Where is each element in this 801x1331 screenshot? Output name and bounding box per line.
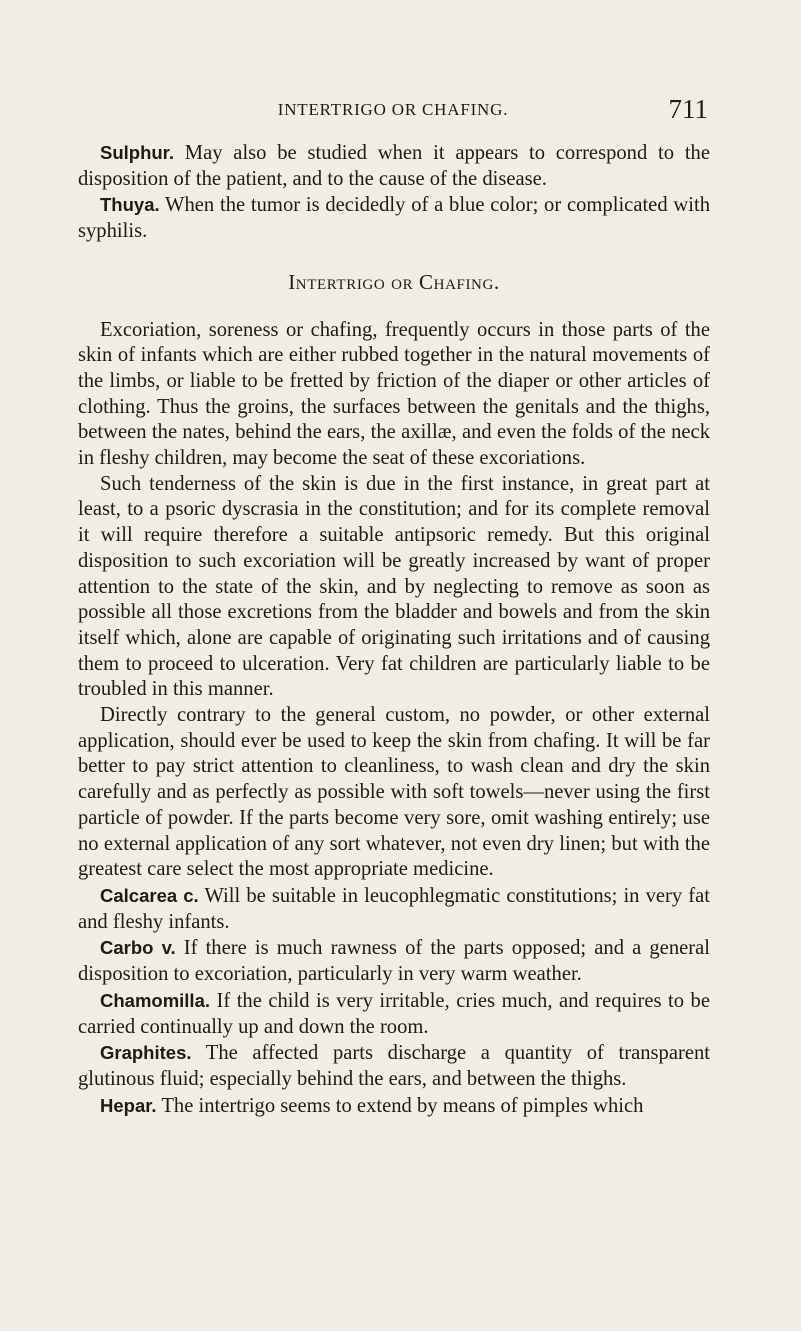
remedy-entry-graphites <box>78 1040 710 1092</box>
remedy-text: If the child is very irritable, cries much, and requires to be carried continually up and down the room. <box>78 989 710 1038</box>
page-header <box>78 94 708 124</box>
section-title: Intertrigo or Chafing. <box>288 269 500 294</box>
paragraph: Directly contrary to the general custom, no powder, or other external application, should ever be used to keep the skin from chafing. It will be far better to pay strict attention to cleanliness, to wash clean and dry the skin carefully and as perfectly as possible with soft towels—never using the first particle of powder. If the parts become very sore, omit washing entirely; use no external application of any sort whatever, not even dry linen; but with the greatest care select the most appropriate medicine. <box>78 704 710 881</box>
remedy-name: Sulphur. <box>100 142 174 163</box>
remedy-entry-carbo <box>78 935 710 987</box>
remedy-name: Thuya. <box>100 194 160 216</box>
remedy-text: Will be suitable in leucophlegmatic constitutions; in very fat and fleshy infants. <box>78 884 711 933</box>
remedy-entry-thuya <box>78 192 710 244</box>
remedy-entry-hepar <box>78 1093 710 1120</box>
remedy-name: Chamomilla. <box>100 989 210 1011</box>
remedy-text: When the tumor is decidedly of a blue color; or complicated with syphilis. <box>78 194 710 243</box>
remedy-text: The intertrigo seems to extend by means of pimples which <box>161 1094 644 1117</box>
remedy-text: May also be studied when it appears to correspond to the disposition of the patient, and to the cause of the disease. <box>78 142 710 190</box>
remedy-text: If there is much rawness of the parts opposed; and a general disposition to excoriation, particularly in very warm weather. <box>78 937 710 986</box>
body-text <box>78 140 710 1119</box>
remedy-entry-calcarea <box>78 883 710 935</box>
remedy-name: Calcarea c. <box>100 884 199 906</box>
remedy-entry-sulphur <box>78 140 710 192</box>
remedy-name: Graphites. <box>100 1042 192 1064</box>
remedy-name: Carbo v. <box>100 937 176 959</box>
paragraph: Excoriation, soreness or chafing, frequently occurs in those parts of the skin of infants which are either rubbed together in the natural movements of the limbs, or liable to be fretted by friction of the diaper or other articles of clothing. Thus the groins, the surfaces between the genitals and the thighs, between the nates, behind the ears, the axillæ, and even the folds of the neck in fleshy children, may become the seat of these excoriations. <box>78 318 710 470</box>
page-number: 711 <box>668 94 708 124</box>
remedy-name: Hepar. <box>100 1094 157 1116</box>
paragraph: Such tenderness of the skin is due in the first instance, in great part at least, to a psoric dyscrasia in the constitution; and for its complete removal it will require therefore a suitable antipsoric remedy. But this original disposition to such excoriation will be greatly increased by want of proper attention to the state of the skin, and by neglecting to remove as soon as possible all those excretions from the bladder and bowels and from the skin itself which, alone are capable of originating such irritations and of causing them to proceed to ulceration. Very fat children are particularly liable to be troubled in this manner. <box>78 472 710 701</box>
running-title: INTERTRIGO OR CHAFING. <box>277 100 509 119</box>
remedy-entry-chamomilla <box>78 988 710 1040</box>
remedy-text: The affected parts discharge a quantity of transparent glutinous fluid; especially behind the ears, and between the thighs. <box>78 1042 710 1090</box>
